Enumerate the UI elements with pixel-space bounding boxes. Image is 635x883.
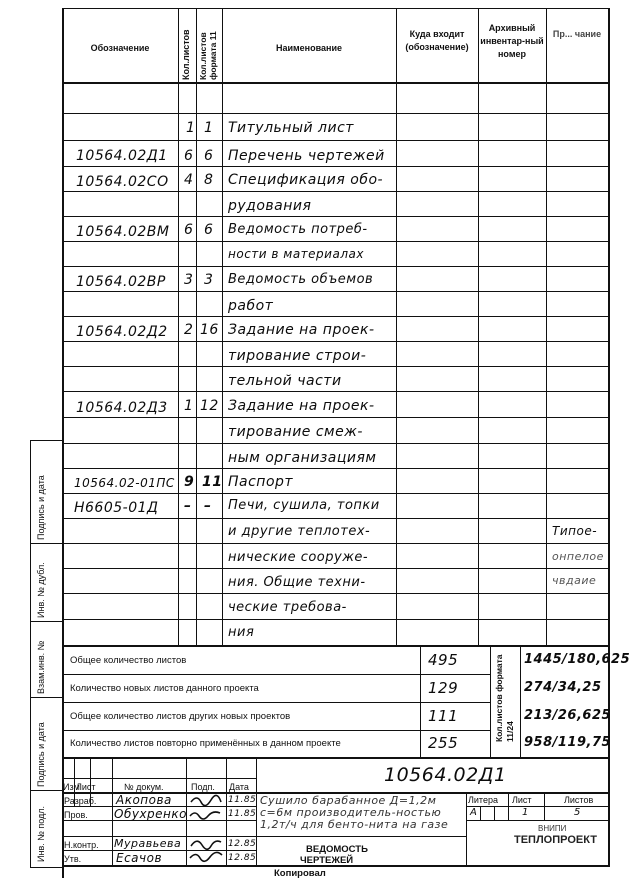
row2-oboz: 10564.02Д1 <box>76 148 168 164</box>
summary-value-2: 129 <box>428 679 459 697</box>
row3-name2: рудования <box>228 198 312 214</box>
row5-k2: 3 <box>204 272 214 288</box>
row8-k1: 9 <box>184 474 195 490</box>
row3-name: Спецификация обо- <box>228 172 384 188</box>
tb-role-razrab: Разраб. <box>64 796 97 806</box>
table-row-line <box>62 493 610 494</box>
side-label-vzam-inv: Взам.инв. № <box>36 640 46 694</box>
header-oboznachenie: Обозначение <box>90 43 150 53</box>
tb-date-nkontr: 12.85 <box>228 839 257 849</box>
tb-org2: ТЕПЛОПРОЕКТ <box>514 834 597 846</box>
tb-litera-val: А <box>470 807 478 818</box>
summary-value-1: 495 <box>428 651 459 669</box>
summary-right-4: 958/119,75 <box>524 735 612 750</box>
row6-name: Задание на проек- <box>228 322 375 338</box>
row9-name6: ния <box>228 625 255 640</box>
row9-k1: – <box>184 498 192 514</box>
row5-k1: 3 <box>184 272 194 288</box>
row4-k1: 6 <box>184 222 194 238</box>
header-kol-listov: Кол.листов <box>181 29 191 80</box>
row6-name3: тельной части <box>228 373 342 389</box>
side-label-podpis-top: Подпись и дата <box>36 475 46 540</box>
tb-doc-title-2: ЧЕРТЕЖЕЙ <box>300 855 354 866</box>
row1-k1: 1 <box>186 120 196 136</box>
tb-role-nkontr: Н.контр. <box>64 840 99 850</box>
summary-value-3: 111 <box>428 707 459 725</box>
tb-date-razrab: 11.85 <box>228 795 257 805</box>
row9-name2: и другие теплотех- <box>228 524 371 539</box>
table-row-line <box>62 443 610 444</box>
tb-date-prov: 11.85 <box>228 809 257 819</box>
tb-list: Лист <box>512 795 532 805</box>
row7-k2: 12 <box>200 398 219 414</box>
row8-k2: 11 <box>202 474 223 490</box>
row1-name: Титульный лист <box>228 120 354 136</box>
table-row-line <box>62 518 610 519</box>
tb-col-podp: Подп. <box>191 782 215 792</box>
table-row-line <box>62 166 610 167</box>
table-row-line <box>62 291 610 292</box>
row6-oboz: 10564.02Д2 <box>76 324 168 340</box>
header-arhivny: Архивный инвентар-ный номер <box>480 23 544 59</box>
tb-date-utv: 12.85 <box>228 853 257 863</box>
tb-role-prov: Пров. <box>64 810 88 820</box>
table-row-line <box>62 191 610 192</box>
table-row-line <box>62 341 610 342</box>
summary-value-4: 255 <box>428 734 459 752</box>
row4-name: Ведомость потреб- <box>228 222 368 237</box>
tb-org1: ВНИПИ <box>538 824 567 833</box>
row7-name3: ным организациям <box>228 450 377 466</box>
table-row-line <box>62 113 610 114</box>
summary-right-1: 1445/180,625 <box>524 652 631 667</box>
row8-oboz: 10564.02-01ПС <box>74 476 175 490</box>
row5-name2: работ <box>228 298 274 314</box>
side-strip-left <box>30 440 31 868</box>
tb-doc-code: 10564.02Д1 <box>384 764 507 786</box>
tb-listov: Листов <box>564 795 594 805</box>
tb-name-prov: Обухренко <box>114 807 187 821</box>
row4-name2: ности в материалах <box>228 247 364 261</box>
row1-k2: 1 <box>204 120 214 136</box>
row2-name: Перечень чертежей <box>228 148 385 164</box>
side-label-inv-podl: Инв. № подл. <box>36 805 46 862</box>
summary-label-2: Количество новых листов данного проекта <box>70 683 259 694</box>
tb-col-izm: Изм <box>63 782 80 792</box>
row6-name2: тирование строи- <box>228 348 367 364</box>
table-row-line <box>62 543 610 544</box>
row9-name: Печи, сушила, топки <box>228 498 380 513</box>
summary-label-1: Общее количество листов <box>70 655 187 666</box>
summary-label-4: Количество листов повторно применённых в данном проекте <box>70 738 341 749</box>
row5-oboz: 10564.02ВР <box>76 274 166 290</box>
row2-k2: 6 <box>204 148 214 164</box>
tb-list-val: 1 <box>522 807 529 818</box>
tb-name-razrab: Акопова <box>116 793 172 807</box>
table-row-line <box>62 593 610 594</box>
tb-listov-val: 5 <box>574 807 581 818</box>
row2-k1: 6 <box>184 148 194 164</box>
footer-kopiroval: Копировал <box>274 868 326 879</box>
row4-k2: 6 <box>204 222 214 238</box>
tb-doc-title-1: ВЕДОМОСТЬ <box>306 844 368 855</box>
table-row-line <box>62 216 610 217</box>
header-naimenovanie: Наименование <box>275 43 343 53</box>
row7-name2: тирование смеж- <box>228 424 363 440</box>
header-primechanie: Пр... чание <box>552 29 602 39</box>
table-row-line <box>62 468 610 469</box>
row9-note3: чвдаие <box>552 574 597 587</box>
frame-top <box>62 8 610 9</box>
row9-name5: ческие требова- <box>228 600 347 615</box>
row9-name3: нические сооруже- <box>228 550 369 565</box>
row5-name: Ведомость объемов <box>228 272 374 287</box>
row3-k2: 8 <box>204 172 214 188</box>
row9-name4: ния. Общие техни- <box>228 575 366 590</box>
signatures-scribble <box>188 794 224 864</box>
side-label-podpis-bot: Подпись и дата <box>36 722 46 787</box>
header-kuda-vhodit: Куда входит (обозначение) <box>405 29 469 52</box>
table-row-line <box>62 366 610 367</box>
row9-oboz: Н6605-01Д <box>74 500 159 516</box>
summary-right-2: 274/34,25 <box>524 680 602 695</box>
row9-note1: Типое- <box>552 524 598 538</box>
table-row-line <box>62 241 610 242</box>
table-row-line <box>62 417 610 418</box>
tb-col-docum: № докум. <box>124 782 164 792</box>
table-row-line <box>62 568 610 569</box>
summary-label-3: Общее количество листов других новых проектов <box>70 711 291 722</box>
row8-name: Паспорт <box>228 474 294 490</box>
table-row-line <box>62 391 610 392</box>
summary-right-3: 213/26,625 <box>524 708 612 723</box>
row7-oboz: 10564.02Д3 <box>76 400 168 416</box>
table-row-line <box>62 140 610 141</box>
table-row-line <box>62 266 610 267</box>
row3-k1: 4 <box>184 172 194 188</box>
row9-k2: – <box>204 498 212 514</box>
tb-role-utv: Утв. <box>64 854 82 864</box>
tb-name-nkontr: Муравьева <box>114 837 182 850</box>
row7-k1: 1 <box>184 398 194 414</box>
tb-litera: Литера <box>468 795 498 805</box>
tb-col-list: Лист <box>76 782 96 792</box>
header-kol-listov-f11: Кол.листов формата 11 <box>198 31 218 80</box>
table-row-line <box>62 316 610 317</box>
row6-k1: 2 <box>184 322 194 338</box>
row3-oboz: 10564.02СО <box>76 174 169 190</box>
row6-k2: 16 <box>200 322 219 338</box>
tb-name-utv: Есачов <box>116 851 163 865</box>
summary-vert-label: Кол.листов формата 11/24 <box>494 654 515 742</box>
table-row-line <box>62 619 610 620</box>
tb-col-data: Дата <box>229 782 249 792</box>
side-label-inv-dubl: Инв. № дубл. <box>36 562 46 618</box>
tb-description: Сушило барабанное Д=1,2м с=6м производитель-ностью 1,2т/ч для бенто-нита на газе <box>260 794 449 831</box>
row4-oboz: 10564.02ВМ <box>76 224 170 240</box>
row7-name: Задание на проек- <box>228 398 375 414</box>
row9-note2: онпелое <box>552 550 604 563</box>
